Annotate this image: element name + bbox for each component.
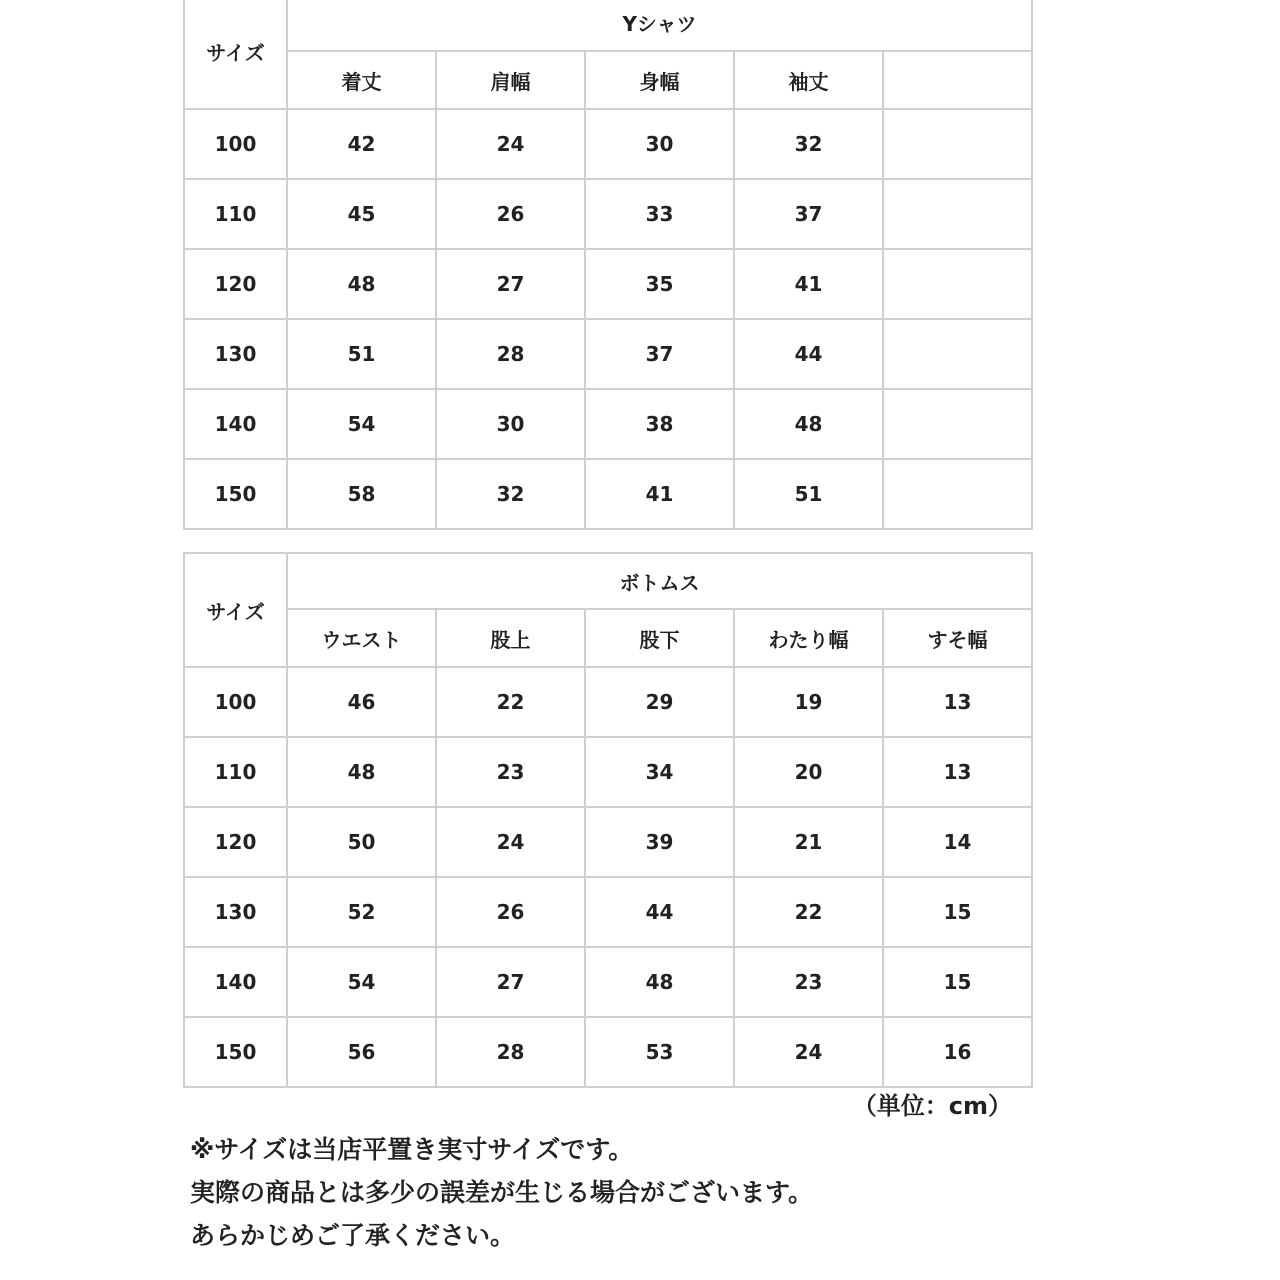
- table-cell: 32: [436, 459, 585, 529]
- table-row: [184, 667, 1032, 737]
- table-cell: 26: [436, 179, 585, 249]
- note-line: あらかじめご了承ください。: [190, 1221, 516, 1250]
- column-header: 袖丈: [734, 51, 883, 109]
- size-cell: 130: [184, 877, 287, 947]
- size-cell: 120: [184, 807, 287, 877]
- table-cell: 52: [287, 877, 436, 947]
- table-cell: 28: [436, 1017, 585, 1087]
- table-row: [184, 109, 1032, 179]
- table-cell: 29: [585, 667, 734, 737]
- table-row: [184, 249, 1032, 319]
- size-cell: 110: [184, 179, 287, 249]
- size-cell: 110: [184, 737, 287, 807]
- table-cell: 48: [734, 389, 883, 459]
- size-cell: 150: [184, 459, 287, 529]
- table-cell: 15: [883, 877, 1032, 947]
- table-cell: [883, 319, 1032, 389]
- table-cell: 51: [734, 459, 883, 529]
- table-cell: 48: [585, 947, 734, 1017]
- table-row: [184, 319, 1032, 389]
- table-cell: 16: [883, 1017, 1032, 1087]
- column-header-row: [184, 609, 1032, 667]
- table-cell: 24: [436, 109, 585, 179]
- table-row: [184, 1017, 1032, 1087]
- size-cell: 150: [184, 1017, 287, 1087]
- table-header-row: [184, 553, 1032, 609]
- table-cell: 34: [585, 737, 734, 807]
- size-cell: 140: [184, 947, 287, 1017]
- table-cell: [883, 179, 1032, 249]
- table-title: ボトムス: [287, 553, 1032, 609]
- table-cell: 35: [585, 249, 734, 319]
- table-cell: 51: [287, 319, 436, 389]
- table-cell: 41: [585, 459, 734, 529]
- table-cell: 44: [585, 877, 734, 947]
- table-cell: 42: [287, 109, 436, 179]
- column-header-row: [184, 51, 1032, 109]
- table-cell: 46: [287, 667, 436, 737]
- table-title: Yシャツ: [287, 0, 1032, 51]
- table-cell: 54: [287, 389, 436, 459]
- table-row: [184, 737, 1032, 807]
- table-cell: 30: [585, 109, 734, 179]
- table-cell: 20: [734, 737, 883, 807]
- table-cell: 28: [436, 319, 585, 389]
- column-header: 身幅: [585, 51, 734, 109]
- table-cell: [883, 249, 1032, 319]
- table-cell: 24: [734, 1017, 883, 1087]
- table-cell: 33: [585, 179, 734, 249]
- table-cell: 45: [287, 179, 436, 249]
- column-header: ウエスト: [287, 609, 436, 667]
- table-cell: [883, 109, 1032, 179]
- unit-note: （単位：cm）: [852, 1092, 1012, 1120]
- table-cell: 15: [883, 947, 1032, 1017]
- table-header-row: [184, 0, 1032, 51]
- table-cell: 23: [436, 737, 585, 807]
- table-cell: 24: [436, 807, 585, 877]
- table-cell: 39: [585, 807, 734, 877]
- table-cell: 13: [883, 667, 1032, 737]
- table-cell: 48: [287, 249, 436, 319]
- size-cell: 140: [184, 389, 287, 459]
- table-cell: 44: [734, 319, 883, 389]
- table-cell: 21: [734, 807, 883, 877]
- table-cell: 54: [287, 947, 436, 1017]
- column-header: [883, 51, 1032, 109]
- table-cell: 13: [883, 737, 1032, 807]
- table-cell: 41: [734, 249, 883, 319]
- column-header: 肩幅: [436, 51, 585, 109]
- table-row: [184, 947, 1032, 1017]
- table-cell: 48: [287, 737, 436, 807]
- table-cell: 50: [287, 807, 436, 877]
- table-row: [184, 459, 1032, 529]
- size-column-header: サイズ: [184, 0, 287, 109]
- table-cell: [883, 459, 1032, 529]
- table-cell: 23: [734, 947, 883, 1017]
- table-cell: 53: [585, 1017, 734, 1087]
- column-header: 股上: [436, 609, 585, 667]
- table-cell: 14: [883, 807, 1032, 877]
- table-cell: 37: [734, 179, 883, 249]
- table-cell: 38: [585, 389, 734, 459]
- table-cell: 37: [585, 319, 734, 389]
- table-row: [184, 179, 1032, 249]
- size-column-header: サイズ: [184, 553, 287, 667]
- size-cell: 100: [184, 109, 287, 179]
- note-line: ※サイズは当店平置き実寸サイズです。: [190, 1135, 634, 1164]
- size-cell: 130: [184, 319, 287, 389]
- column-header: すそ幅: [883, 609, 1032, 667]
- table-cell: [883, 389, 1032, 459]
- table-cell: 19: [734, 667, 883, 737]
- table-cell: 22: [436, 667, 585, 737]
- table-cell: 22: [734, 877, 883, 947]
- table-row: [184, 389, 1032, 459]
- column-header: 着丈: [287, 51, 436, 109]
- table-cell: 27: [436, 947, 585, 1017]
- size-cell: 120: [184, 249, 287, 319]
- shirt-size-table: [183, 0, 1033, 530]
- size-cell: 100: [184, 667, 287, 737]
- column-header: 股下: [585, 609, 734, 667]
- size-notes: [190, 1128, 813, 1257]
- note-line: 実際の商品とは多少の誤差が生じる場合がございます。: [190, 1178, 814, 1207]
- table-row: [184, 877, 1032, 947]
- table-cell: 27: [436, 249, 585, 319]
- table-cell: 30: [436, 389, 585, 459]
- table-cell: 56: [287, 1017, 436, 1087]
- bottoms-size-table: [183, 552, 1033, 1088]
- column-header: わたり幅: [734, 609, 883, 667]
- table-cell: 58: [287, 459, 436, 529]
- table-cell: 32: [734, 109, 883, 179]
- table-row: [184, 807, 1032, 877]
- table-cell: 26: [436, 877, 585, 947]
